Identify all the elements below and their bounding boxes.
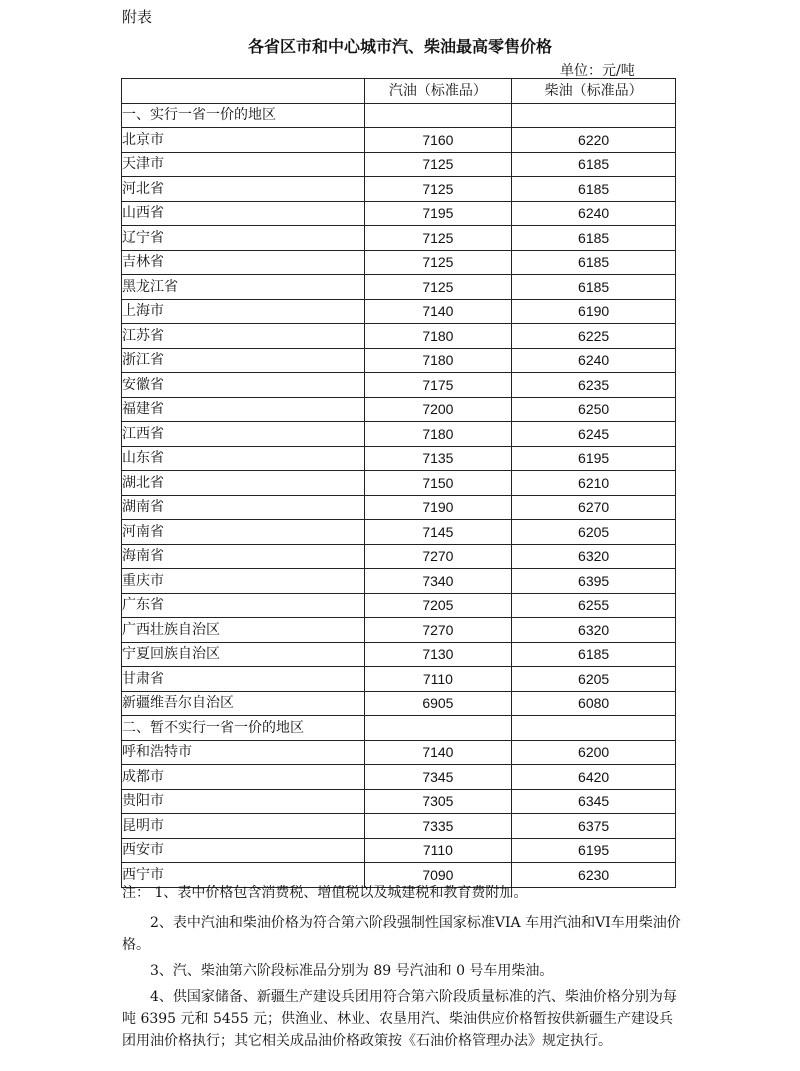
table-row xyxy=(122,250,676,275)
diesel-price: 6205 xyxy=(512,667,676,692)
note-1: 注： 1、表中价格包含消费税、增值税以及城建税和教育费附加。 xyxy=(122,885,528,901)
gasoline-price: 6905 xyxy=(364,691,512,716)
region-name: 西宁市 xyxy=(122,863,365,888)
attachment-label: 附表 xyxy=(122,8,153,26)
diesel-price: 6240 xyxy=(512,348,676,373)
gasoline-price: 7335 xyxy=(364,814,512,839)
diesel-price: 6320 xyxy=(512,618,676,643)
table-row xyxy=(122,299,676,324)
table-header-row xyxy=(122,79,676,104)
table-row xyxy=(122,789,676,814)
gasoline-price: 7175 xyxy=(364,373,512,398)
table-row xyxy=(122,495,676,520)
table-row xyxy=(122,838,676,863)
empty-cell xyxy=(512,103,676,128)
diesel-price: 6240 xyxy=(512,201,676,226)
gasoline-price: 7180 xyxy=(364,348,512,373)
diesel-price: 6210 xyxy=(512,471,676,496)
table-row xyxy=(122,544,676,569)
diesel-price: 6220 xyxy=(512,128,676,153)
table-row xyxy=(122,618,676,643)
region-name: 吉林省 xyxy=(122,250,365,275)
diesel-price: 6185 xyxy=(512,177,676,202)
page-title: 各省区市和中心城市汽、柴油最高零售价格 xyxy=(247,37,552,56)
region-name: 山西省 xyxy=(122,201,365,226)
gasoline-price: 7160 xyxy=(364,128,512,153)
table-row xyxy=(122,422,676,447)
diesel-price: 6420 xyxy=(512,765,676,790)
gasoline-price: 7125 xyxy=(364,226,512,251)
region-name: 重庆市 xyxy=(122,569,365,594)
region-name: 呼和浩特市 xyxy=(122,740,365,765)
diesel-price: 6185 xyxy=(512,152,676,177)
region-name: 宁夏回族自治区 xyxy=(122,642,365,667)
gasoline-price: 7145 xyxy=(364,520,512,545)
region-name: 广西壮族自治区 xyxy=(122,618,365,643)
region-name: 北京市 xyxy=(122,128,365,153)
gasoline-price: 7270 xyxy=(364,618,512,643)
region-name: 天津市 xyxy=(122,152,365,177)
gasoline-price: 7110 xyxy=(364,838,512,863)
table-row xyxy=(122,348,676,373)
region-name: 海南省 xyxy=(122,544,365,569)
gasoline-price: 7125 xyxy=(364,250,512,275)
gasoline-price: 7205 xyxy=(364,593,512,618)
region-name: 湖北省 xyxy=(122,471,365,496)
section-row xyxy=(122,103,676,128)
empty-cell xyxy=(364,716,512,741)
note-3: 3、汽、柴油第六阶段标准品分别为 89 号汽油和 0 号车用柴油。 xyxy=(150,963,554,979)
table-row xyxy=(122,740,676,765)
table-row xyxy=(122,471,676,496)
table-row xyxy=(122,201,676,226)
table-body xyxy=(122,103,676,887)
table-row xyxy=(122,765,676,790)
unit-label: 单位：元/吨 xyxy=(560,63,635,79)
table-row xyxy=(122,691,676,716)
gasoline-price: 7125 xyxy=(364,152,512,177)
diesel-price: 6250 xyxy=(512,397,676,422)
region-name: 河北省 xyxy=(122,177,365,202)
region-name: 上海市 xyxy=(122,299,365,324)
diesel-price: 6235 xyxy=(512,373,676,398)
section-row xyxy=(122,716,676,741)
table-row xyxy=(122,128,676,153)
table-row xyxy=(122,520,676,545)
table-row xyxy=(122,177,676,202)
notes xyxy=(122,882,682,1056)
empty-cell xyxy=(364,103,512,128)
diesel-price: 6185 xyxy=(512,226,676,251)
diesel-price: 6245 xyxy=(512,422,676,447)
gasoline-price: 7130 xyxy=(364,642,512,667)
diesel-price: 6080 xyxy=(512,691,676,716)
empty-cell xyxy=(512,716,676,741)
table-row xyxy=(122,446,676,471)
table-row xyxy=(122,373,676,398)
diesel-price: 6185 xyxy=(512,250,676,275)
region-name: 安徽省 xyxy=(122,373,365,398)
header-region xyxy=(122,79,365,104)
gasoline-price: 7340 xyxy=(364,569,512,594)
region-name: 湖南省 xyxy=(122,495,365,520)
region-name: 贵阳市 xyxy=(122,789,365,814)
gasoline-price: 7195 xyxy=(364,201,512,226)
diesel-price: 6185 xyxy=(512,275,676,300)
diesel-price: 6255 xyxy=(512,593,676,618)
gasoline-price: 7140 xyxy=(364,740,512,765)
table-row xyxy=(122,814,676,839)
table-row xyxy=(122,642,676,667)
table-row xyxy=(122,569,676,594)
region-name: 成都市 xyxy=(122,765,365,790)
region-name: 甘肃省 xyxy=(122,667,365,692)
diesel-price: 6185 xyxy=(512,642,676,667)
gasoline-price: 7125 xyxy=(364,275,512,300)
region-name: 广东省 xyxy=(122,593,365,618)
table-row xyxy=(122,152,676,177)
gasoline-price: 7180 xyxy=(364,422,512,447)
diesel-price: 6200 xyxy=(512,740,676,765)
table-row xyxy=(122,324,676,349)
diesel-price: 6345 xyxy=(512,789,676,814)
diesel-price: 6225 xyxy=(512,324,676,349)
gasoline-price: 7150 xyxy=(364,471,512,496)
region-name: 江西省 xyxy=(122,422,365,447)
gasoline-price: 7345 xyxy=(364,765,512,790)
diesel-price: 6375 xyxy=(512,814,676,839)
region-name: 山东省 xyxy=(122,446,365,471)
region-name: 黑龙江省 xyxy=(122,275,365,300)
diesel-price: 6320 xyxy=(512,544,676,569)
diesel-price: 6205 xyxy=(512,520,676,545)
diesel-price: 6395 xyxy=(512,569,676,594)
region-name: 河南省 xyxy=(122,520,365,545)
diesel-price: 6195 xyxy=(512,446,676,471)
region-name: 辽宁省 xyxy=(122,226,365,251)
gasoline-price: 7090 xyxy=(364,863,512,888)
diesel-price: 6230 xyxy=(512,863,676,888)
gasoline-price: 7190 xyxy=(364,495,512,520)
region-name: 西安市 xyxy=(122,838,365,863)
region-name: 江苏省 xyxy=(122,324,365,349)
gasoline-price: 7270 xyxy=(364,544,512,569)
note-2: 2、表中汽油和柴油价格为符合第六阶段强制性国家标准VIA 车用汽油和VI车用柴油价格。 xyxy=(122,915,681,953)
section-title: 二、暂不实行一省一价的地区 xyxy=(122,716,365,741)
gasoline-price: 7125 xyxy=(364,177,512,202)
table-row xyxy=(122,226,676,251)
gasoline-price: 7140 xyxy=(364,299,512,324)
table-row xyxy=(122,397,676,422)
region-name: 福建省 xyxy=(122,397,365,422)
gasoline-price: 7200 xyxy=(364,397,512,422)
section-title: 一、实行一省一价的地区 xyxy=(122,103,365,128)
table-row xyxy=(122,667,676,692)
gasoline-price: 7135 xyxy=(364,446,512,471)
diesel-price: 6190 xyxy=(512,299,676,324)
header-diesel: 柴油（标准品） xyxy=(512,79,676,104)
header-gasoline: 汽油（标准品） xyxy=(364,79,512,104)
price-table xyxy=(121,78,676,888)
gasoline-price: 7180 xyxy=(364,324,512,349)
region-name: 新疆维吾尔自治区 xyxy=(122,691,365,716)
diesel-price: 6270 xyxy=(512,495,676,520)
gasoline-price: 7305 xyxy=(364,789,512,814)
table-row xyxy=(122,593,676,618)
note-4: 4、供国家储备、新疆生产建设兵团用符合第六阶段质量标准的汽、柴油价格分别为每吨 6395 元和 5455 元；供渔业、林业、农垦用汽、柴油供应价格暂按供新疆生产建设兵团用油价格执行；其它相关成品油价格政策按《石油价格管理办法》规定执行。 xyxy=(122,989,677,1049)
diesel-price: 6195 xyxy=(512,838,676,863)
region-name: 浙江省 xyxy=(122,348,365,373)
gasoline-price: 7110 xyxy=(364,667,512,692)
table-row xyxy=(122,275,676,300)
region-name: 昆明市 xyxy=(122,814,365,839)
